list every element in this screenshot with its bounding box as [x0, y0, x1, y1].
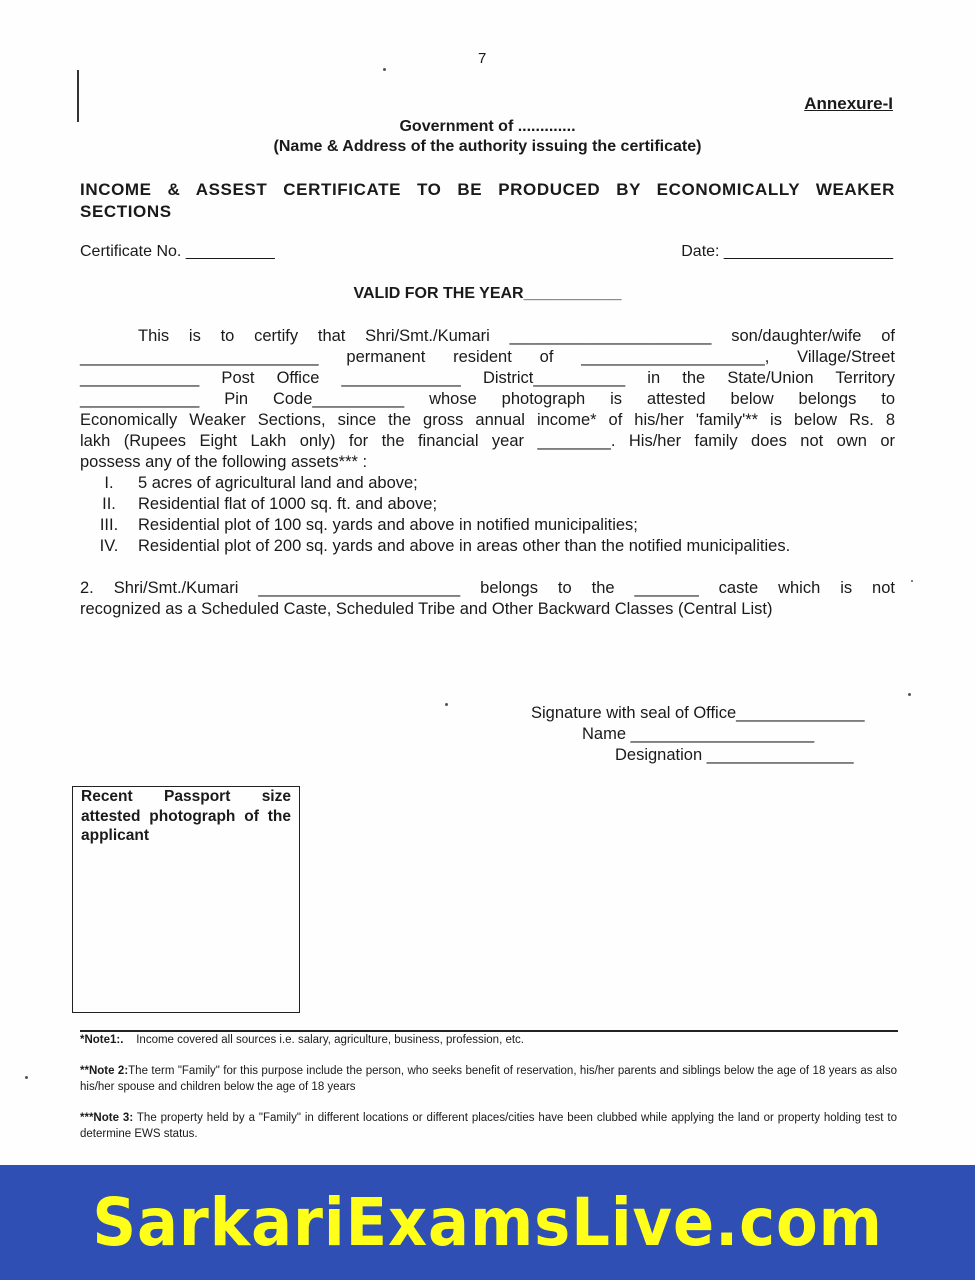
body-line-5: Economically Weaker Sections, since the gross annual income* of his/her 'family'** is below Rs. 8: [80, 411, 895, 429]
note-3-text: The property held by a "Family" in different locations or different places/cities have been clubbed while applying the land or property holding test to determine EWS status.: [80, 1112, 897, 1140]
note-1: [80, 1033, 897, 1049]
valid-for-year: VALID FOR THE YEAR___________: [353, 285, 622, 302]
notes-divider: [80, 1030, 898, 1032]
date-field: Date: ___________________: [681, 243, 893, 260]
scan-speck: [445, 703, 448, 706]
asset-item: [80, 474, 418, 493]
body-line-6: lakh (Rupees Eight Lakh only) for the financial year ________. His/her family does not own or: [80, 432, 895, 450]
issuing-authority: (Name & Address of the authority issuing the certificate): [273, 138, 702, 155]
designation-line: Designation ________________: [615, 746, 854, 764]
asset-item: [80, 516, 638, 535]
certificate-number-field: Certificate No. __________: [80, 243, 275, 260]
asset-item: [80, 495, 437, 514]
body-line-7: possess any of the following assets*** :: [80, 453, 368, 471]
note-3-label: ***Note 3:: [80, 1112, 134, 1124]
name-line: Name ____________________: [582, 725, 815, 743]
annexure-label: Annexure-I: [804, 94, 893, 113]
site-brand-text: SarkariExamsLive.com: [92, 1184, 883, 1261]
asset-number: IV.: [99, 537, 119, 555]
margin-mark: [77, 70, 79, 122]
note-2: [80, 1064, 897, 1095]
paragraph-2-line-1: 2. Shri/Smt./Kumari ______________________ belongs to the _______ caste which is not: [80, 579, 895, 597]
note-1-text: Income covered all sources i.e. salary, agriculture, business, profession, etc.: [136, 1034, 525, 1046]
asset-number: I.: [104, 474, 114, 492]
photo-box-label: Recent Passport size attested photograph of the applicant: [81, 788, 291, 844]
note-3: [80, 1111, 897, 1142]
certificate-title-line2: SECTIONS: [80, 202, 172, 221]
note-2-text: The term "Family" for this purpose include the person, who seeks benefit of reservation, his/her parents and siblings below the age of 18 years as also his/her spouse and children below the age of 18 years: [80, 1065, 897, 1093]
scan-speck: [383, 68, 386, 71]
asset-number: III.: [99, 516, 119, 534]
asset-item: [80, 537, 790, 556]
asset-text: Residential flat of 1000 sq. ft. and above;: [138, 495, 438, 513]
page-number: 7: [478, 50, 487, 67]
body-line-4: _____________ Pin Code__________ whose photograph is attested below belongs to: [80, 390, 895, 408]
scan-speck: [911, 580, 913, 582]
asset-text: 5 acres of agricultural land and above;: [138, 474, 418, 492]
scan-speck: [908, 693, 911, 696]
scan-speck: [25, 1076, 28, 1079]
body-line-1: This is to certify that Shri/Smt./Kumari ______________________ son/daughter/wife of: [138, 327, 895, 345]
certificate-title-line1: INCOME & ASSEST CERTIFICATE TO BE PRODUCED BY ECONOMICALLY WEAKER: [80, 180, 895, 199]
government-line: Government of .............: [399, 118, 576, 135]
asset-text: Residential plot of 100 sq. yards and above in notified municipalities;: [138, 516, 638, 534]
paragraph-2-line-2: recognized as a Scheduled Caste, Scheduled Tribe and Other Backward Classes (Central List): [80, 600, 773, 618]
body-line-3: _____________ Post Office _____________ District__________ in the State/Union Territory: [80, 369, 895, 387]
photo-box: [72, 786, 300, 1013]
note-2-label: **Note 2:: [80, 1065, 129, 1077]
site-banner: [0, 1165, 975, 1280]
signature-line: Signature with seal of Office______________: [531, 704, 865, 722]
asset-number: II.: [102, 495, 116, 513]
body-line-2: __________________________ permanent resident of ____________________, Village/Street: [80, 348, 895, 366]
note-1-label: *Note1:.: [80, 1034, 124, 1046]
asset-text: Residential plot of 200 sq. yards and above in areas other than the notified municipalities.: [138, 537, 791, 555]
